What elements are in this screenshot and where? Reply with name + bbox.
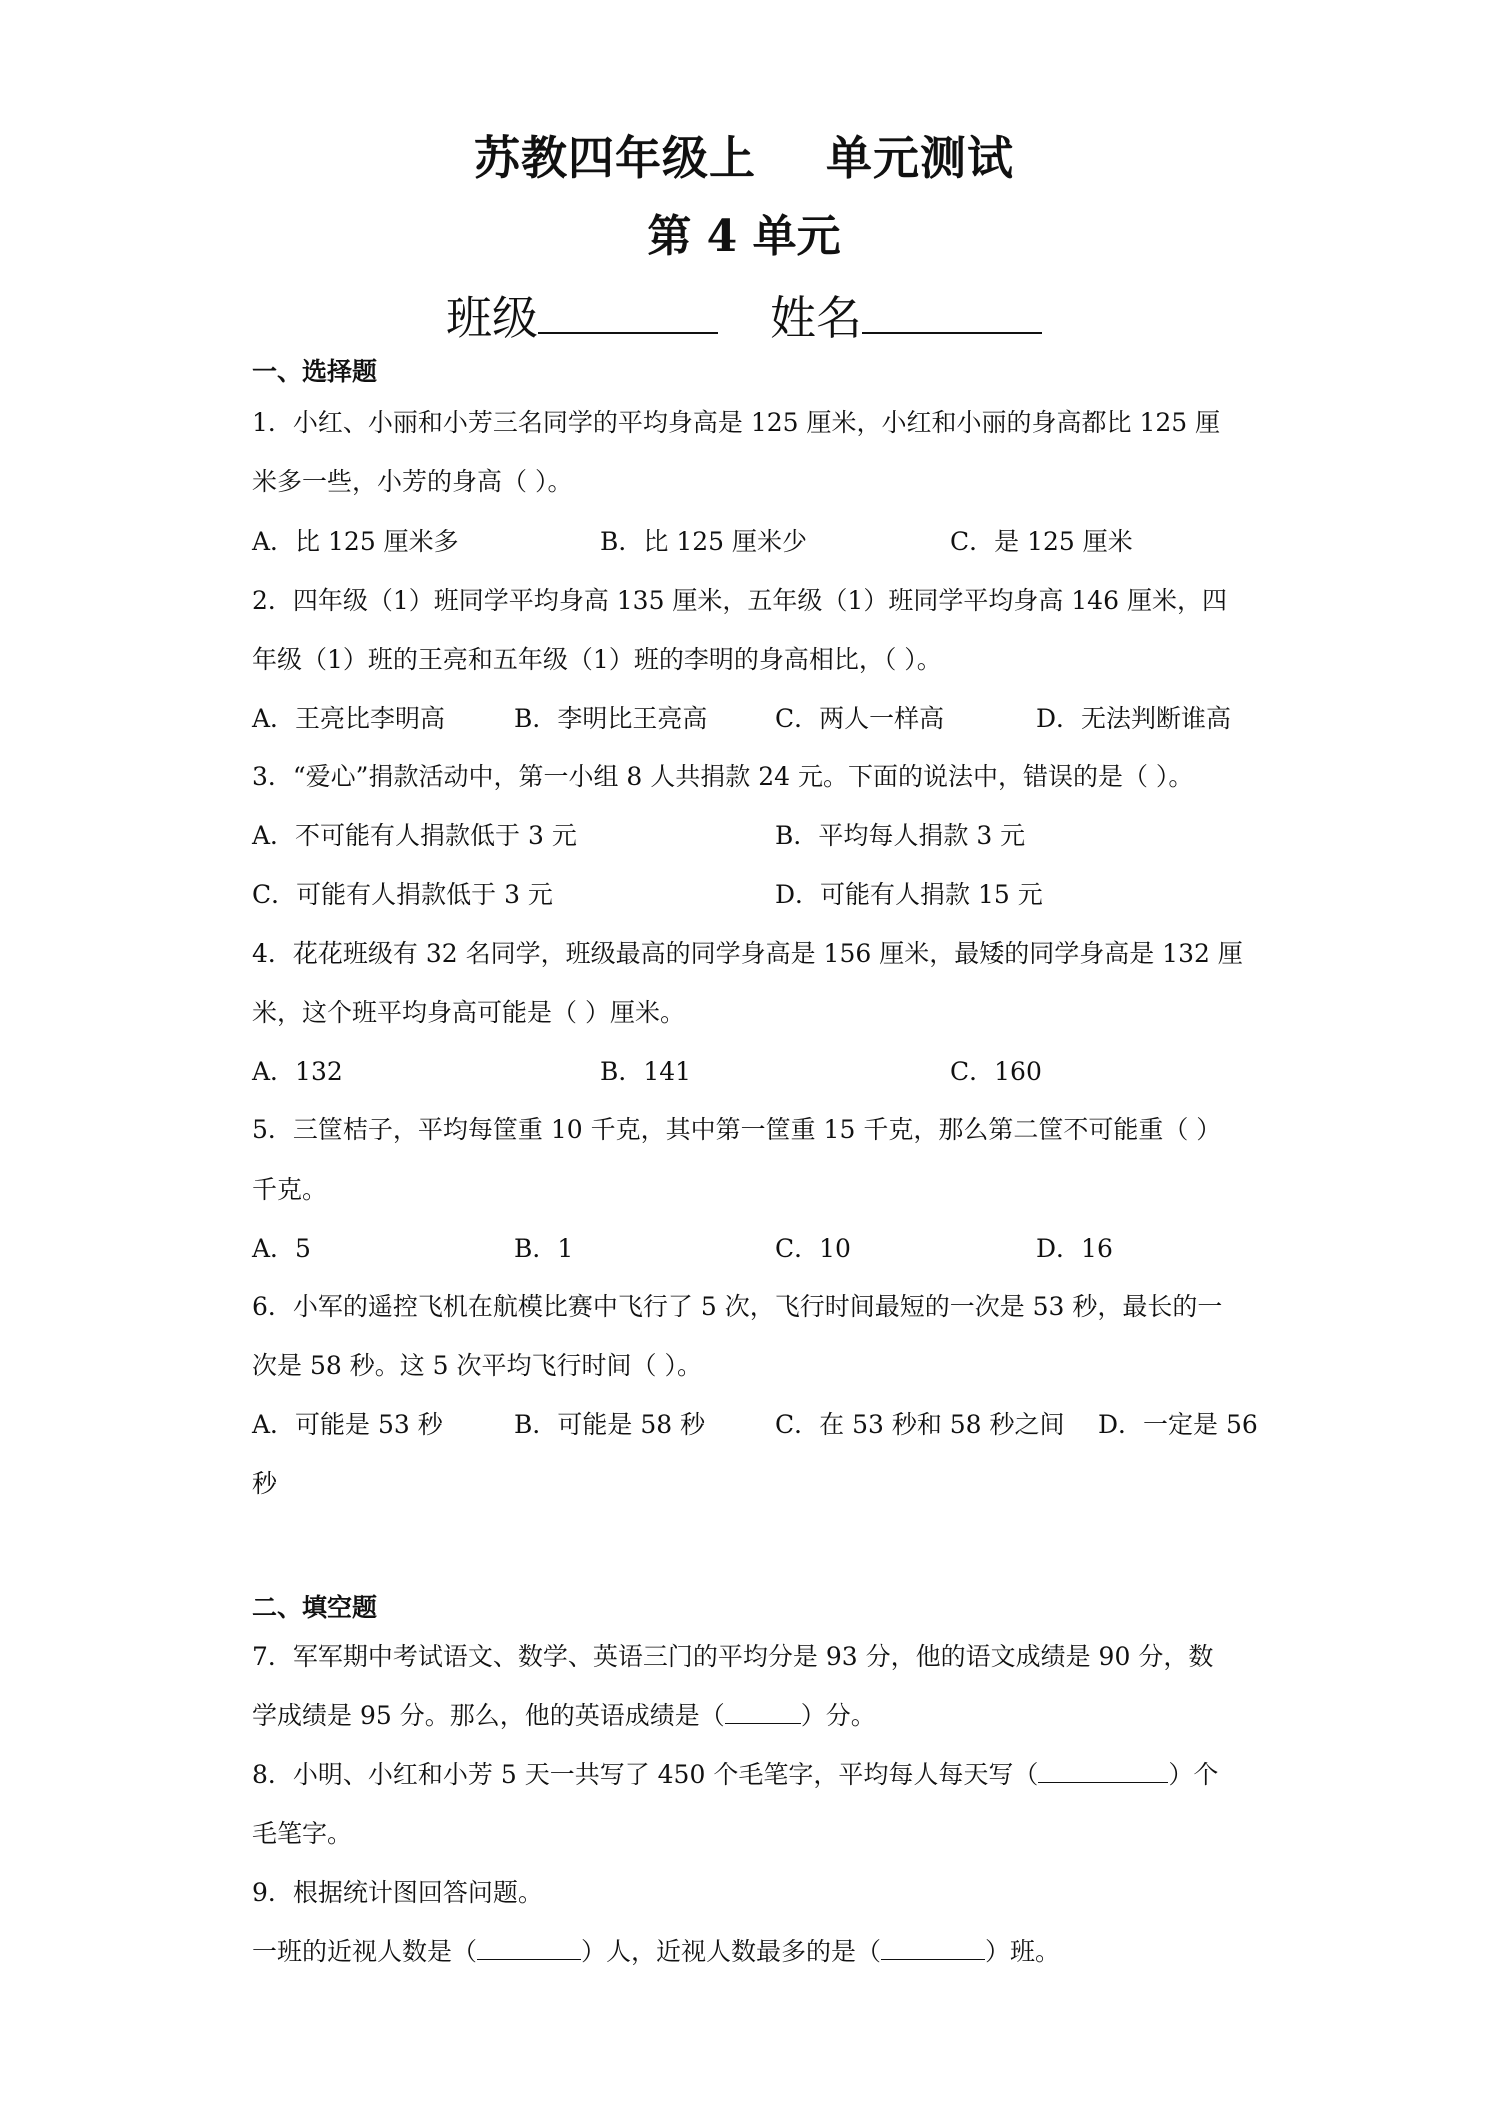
q3-option-c[interactable]: C．可能有人捐款低于 3 元 <box>252 880 553 909</box>
question-8-line-2: 毛笔字。 <box>252 1819 353 1848</box>
q9-answer-blank-1[interactable] <box>477 1935 581 1960</box>
question-9-line-1: 9．根据统计图回答问题。 <box>252 1878 543 1907</box>
section-heading-fill: 二、填空题 <box>252 1593 378 1622</box>
question-7-line-1: 7．军军期中考试语文、数学、英语三门的平均分是 93 分，他的语文成绩是 90 分，数 <box>252 1642 1214 1671</box>
title-test: 单元测试 <box>826 131 1014 185</box>
question-6-line-1: 6．小军的遥控飞机在航模比赛中飞行了 5 次，飞行时间最短的一次是 53 秒，最长的一 <box>252 1292 1223 1321</box>
q7-text-after: ）分。 <box>800 1701 876 1730</box>
q3-option-d[interactable]: D．可能有人捐款 15 元 <box>775 880 1043 909</box>
question-5-line-1: 5．三筐桔子，平均每筐重 10 千克，其中第一筐重 15 千克，那么第二筐不可能重（ ） <box>252 1115 1222 1144</box>
unit-title: 第 4 单元 <box>647 211 841 262</box>
q5-option-d[interactable]: D．16 <box>1036 1234 1113 1263</box>
q9-text-3: ）班。 <box>985 1937 1061 1966</box>
q3-option-a[interactable]: A．不可能有人捐款低于 3 元 <box>252 821 577 850</box>
q2-option-b[interactable]: B．李明比王亮高 <box>514 704 708 733</box>
q1-option-a[interactable]: A．比 125 厘米多 <box>252 527 459 556</box>
q5-option-b[interactable]: B．1 <box>514 1234 574 1263</box>
q8-answer-blank[interactable] <box>1038 1758 1168 1783</box>
q6-option-b[interactable]: B．可能是 58 秒 <box>514 1410 706 1439</box>
question-3-line-1: 3．“爱心”捐款活动中，第一小组 8 人共捐款 24 元。下面的说法中，错误的是（ ）。 <box>252 762 1194 791</box>
q4-option-c[interactable]: C．160 <box>950 1057 1042 1086</box>
class-label: 班级 <box>446 291 538 345</box>
question-6-line-2: 次是 58 秒。这 5 次平均飞行时间（ ）。 <box>252 1351 702 1380</box>
q3-option-b[interactable]: B．平均每人捐款 3 元 <box>775 821 1026 850</box>
section-heading-choice: 一、选择题 <box>252 357 378 386</box>
q4-option-a[interactable]: A．132 <box>252 1057 343 1086</box>
name-blank[interactable] <box>862 292 1042 334</box>
question-5-line-2: 千克。 <box>252 1175 328 1204</box>
question-7-line-2 <box>252 1696 876 1732</box>
question-1-line-2: 米多一些，小芳的身高（ ）。 <box>252 467 573 496</box>
q1-option-b[interactable]: B．比 125 厘米少 <box>600 527 807 556</box>
q6-option-a[interactable]: A．可能是 53 秒 <box>252 1410 443 1439</box>
question-2-line-1: 2．四年级（1）班同学平均身高 135 厘米，五年级（1）班同学平均身高 146 厘米，四 <box>252 586 1227 615</box>
student-info <box>0 282 1488 348</box>
q5-option-c[interactable]: C．10 <box>775 1234 851 1263</box>
q6-option-c[interactable]: C．在 53 秒和 58 秒之间 <box>775 1410 1065 1439</box>
question-8-line-1 <box>252 1755 1218 1791</box>
question-9-line-2 <box>252 1932 1060 1968</box>
question-1-line-1: 1．小红、小丽和小芳三名同学的平均身高是 125 厘米，小红和小丽的身高都比 125 厘 <box>252 408 1221 437</box>
question-4-line-1: 4．花花班级有 32 名同学，班级最高的同学身高是 156 厘米，最矮的同学身高是 132 厘 <box>252 939 1243 968</box>
class-blank[interactable] <box>538 292 718 334</box>
name-label: 姓名 <box>770 291 862 345</box>
q7-answer-blank[interactable] <box>725 1699 801 1724</box>
q8-text-after: ）个 <box>1168 1760 1219 1789</box>
q2-option-c[interactable]: C．两人一样高 <box>775 704 945 733</box>
q5-option-a[interactable]: A．5 <box>252 1234 311 1263</box>
exam-title <box>0 122 1488 188</box>
question-4-line-2: 米，这个班平均身高可能是（ ）厘米。 <box>252 998 685 1027</box>
q1-option-c[interactable]: C．是 125 厘米 <box>950 527 1133 556</box>
q2-option-a[interactable]: A．王亮比李明高 <box>252 704 446 733</box>
title-grade: 苏教四年级上 <box>474 131 756 185</box>
q6-option-d[interactable]: D．一定是 56 <box>1098 1410 1258 1439</box>
q9-text-1: 一班的近视人数是（ <box>252 1937 478 1966</box>
q2-option-d[interactable]: D．无法判断谁高 <box>1036 704 1232 733</box>
q9-answer-blank-2[interactable] <box>881 1935 985 1960</box>
q7-text-before: 学成绩是 95 分。那么，他的英语成绩是（ <box>252 1701 725 1730</box>
q9-text-2: ）人，近视人数最多的是（ <box>581 1937 882 1966</box>
q4-option-b[interactable]: B．141 <box>600 1057 692 1086</box>
q6-option-d-continued: 秒 <box>252 1469 278 1498</box>
q8-text-before: 8．小明、小红和小芳 5 天一共写了 450 个毛笔字，平均每人每天写（ <box>252 1760 1039 1789</box>
question-2-line-2: 年级（1）班的王亮和五年级（1）班的李明的身高相比，（ ）。 <box>252 645 942 674</box>
